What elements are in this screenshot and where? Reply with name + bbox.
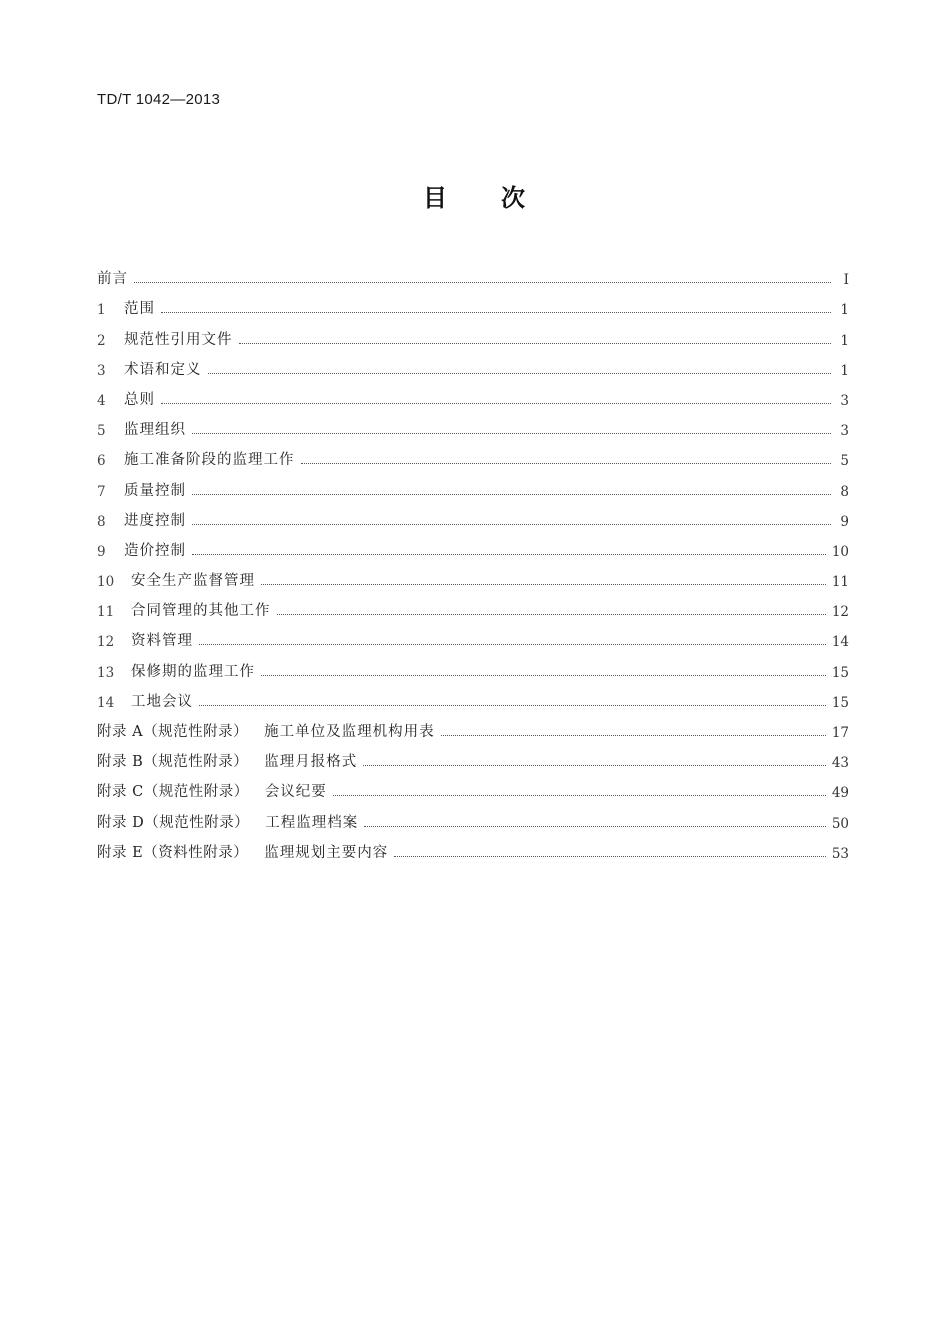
- toc-entry-number: 10: [97, 574, 115, 591]
- toc-entry-label: 安全生产监督管理: [131, 573, 255, 590]
- toc-entry-label: 规范性引用文件: [124, 331, 233, 348]
- toc-leader-dots: [208, 372, 832, 374]
- toc-page-number: 10: [831, 543, 849, 560]
- toc-page-number: 49: [831, 785, 849, 802]
- toc-entry-appendix-b[interactable]: [97, 741, 849, 771]
- toc-entry[interactable]: [97, 379, 849, 409]
- toc-entry-label: 工地会议: [131, 693, 193, 710]
- toc-entry-label: [97, 780, 327, 801]
- toc-leader-dots: [192, 523, 831, 525]
- toc-leader-dots: [301, 462, 832, 464]
- appendix-prefix: 附录 B（规范性附录）: [97, 754, 249, 771]
- toc-page-number: 11: [831, 574, 849, 591]
- toc-leader-dots: [364, 825, 826, 827]
- toc-entry-label: 质量控制: [124, 482, 186, 499]
- appendix-prefix: 附录 D（规范性附录）: [97, 814, 250, 831]
- toc-leader-dots: [199, 704, 826, 706]
- toc-entry-number: 2: [97, 332, 106, 349]
- toc-leader-dots: [134, 281, 831, 283]
- toc-leader-dots: [261, 674, 826, 676]
- title-char-1: 目: [423, 184, 449, 212]
- toc-entry-label: [97, 841, 388, 862]
- page-title: [0, 178, 950, 213]
- toc-leader-dots: [192, 493, 831, 495]
- toc-entry[interactable]: [97, 560, 849, 590]
- toc-page-number: I: [843, 272, 849, 289]
- toc-entry-label: 总则: [124, 391, 155, 408]
- toc-entry[interactable]: [97, 620, 849, 650]
- toc-leader-dots: [239, 342, 832, 344]
- toc-page-number: 50: [831, 815, 849, 832]
- toc-page-number: 1: [840, 332, 849, 349]
- toc-leader-dots: [277, 613, 826, 615]
- toc-leader-dots: [333, 794, 826, 796]
- toc-page-number: 12: [831, 604, 849, 621]
- appendix-prefix: 附录 E（资料性附录）: [97, 844, 249, 861]
- toc-entry[interactable]: [97, 530, 849, 560]
- toc-leader-dots: [441, 734, 826, 736]
- toc-leader-dots: [261, 583, 826, 585]
- toc-entry-label: 范围: [124, 301, 155, 318]
- toc-entry-number: 8: [97, 513, 106, 530]
- toc-leader-dots: [363, 764, 826, 766]
- toc-entry-number: 13: [97, 664, 115, 681]
- toc-leader-dots: [161, 402, 831, 404]
- appendix-title: 施工单位及监理机构用表: [264, 724, 435, 740]
- appendix-prefix: 附录 C（规范性附录）: [97, 784, 249, 801]
- toc-page-number: 5: [840, 453, 849, 470]
- toc-leader-dots: [394, 855, 826, 857]
- toc-entry-appendix-e[interactable]: [97, 832, 849, 862]
- toc-page-number: 15: [831, 664, 849, 681]
- toc-entry-number: 1: [97, 302, 106, 319]
- toc-entry[interactable]: [97, 681, 849, 711]
- toc-entry-appendix-c[interactable]: [97, 771, 849, 801]
- toc-entry[interactable]: [97, 650, 849, 680]
- toc-entry[interactable]: [97, 469, 849, 499]
- toc-entry[interactable]: [97, 349, 849, 379]
- toc-entry[interactable]: [97, 439, 849, 469]
- toc-entry-label: 施工准备阶段的监理工作: [124, 452, 295, 469]
- toc-leader-dots: [161, 311, 831, 313]
- toc-entry-label: [97, 750, 357, 771]
- toc-entry[interactable]: [97, 318, 849, 348]
- table-of-contents: [97, 258, 849, 862]
- appendix-title: 监理月报格式: [264, 754, 358, 771]
- toc-entry-appendix-a[interactable]: [97, 711, 849, 741]
- toc-entry-label: [97, 720, 435, 741]
- toc-page-number: 3: [840, 392, 849, 409]
- toc-entry-number: 4: [97, 392, 106, 409]
- toc-entry-label: 资料管理: [131, 633, 193, 650]
- toc-entry-appendix-d[interactable]: [97, 801, 849, 831]
- toc-page-number: 3: [840, 423, 849, 440]
- toc-entry-label: 监理组织: [124, 422, 186, 439]
- toc-entry-label: [97, 811, 358, 832]
- toc-entry-number: 11: [97, 604, 115, 621]
- toc-entry-number: 6: [97, 453, 106, 470]
- toc-entry-label: 进度控制: [124, 512, 186, 529]
- title-char-2: 次: [501, 184, 527, 212]
- toc-entry-label: 造价控制: [124, 542, 186, 559]
- toc-page-number: 17: [831, 725, 849, 741]
- appendix-title: 会议纪要: [264, 784, 327, 801]
- toc-page-number: 14: [831, 634, 849, 651]
- toc-page-number: 1: [840, 302, 849, 319]
- toc-page-number: 1: [840, 362, 849, 379]
- toc-entry-number: 5: [97, 423, 106, 440]
- toc-leader-dots: [192, 553, 826, 555]
- toc-leader-dots: [192, 432, 831, 434]
- toc-leader-dots: [199, 643, 826, 645]
- toc-page-number: 15: [831, 694, 849, 711]
- toc-entry-label: 前言: [97, 271, 128, 288]
- toc-entry-label: 合同管理的其他工作: [131, 603, 271, 620]
- toc-entry-label: 术语和定义: [124, 361, 202, 378]
- toc-page-number: 53: [831, 845, 849, 862]
- toc-entry-foreword[interactable]: [97, 258, 849, 288]
- toc-entry-label: 保修期的监理工作: [131, 663, 255, 680]
- toc-entry[interactable]: [97, 590, 849, 620]
- toc-entry-number: 14: [97, 694, 115, 711]
- toc-entry[interactable]: [97, 409, 849, 439]
- standard-code: TD/T 1042—2013: [97, 91, 221, 108]
- appendix-title: 监理规划主要内容: [264, 844, 389, 861]
- toc-entry-number: 9: [97, 543, 106, 560]
- toc-entry-number: 12: [97, 634, 115, 651]
- appendix-title: 工程监理档案: [265, 814, 359, 831]
- toc-entry[interactable]: [97, 288, 849, 318]
- toc-page-number: 9: [840, 513, 849, 530]
- toc-entry-number: 7: [97, 483, 106, 500]
- toc-entry[interactable]: [97, 500, 849, 530]
- toc-entry-number: 3: [97, 362, 106, 379]
- appendix-prefix: 附录 A（规范性附录）: [97, 724, 249, 740]
- toc-page-number: 8: [840, 483, 849, 500]
- toc-page-number: 43: [831, 755, 849, 772]
